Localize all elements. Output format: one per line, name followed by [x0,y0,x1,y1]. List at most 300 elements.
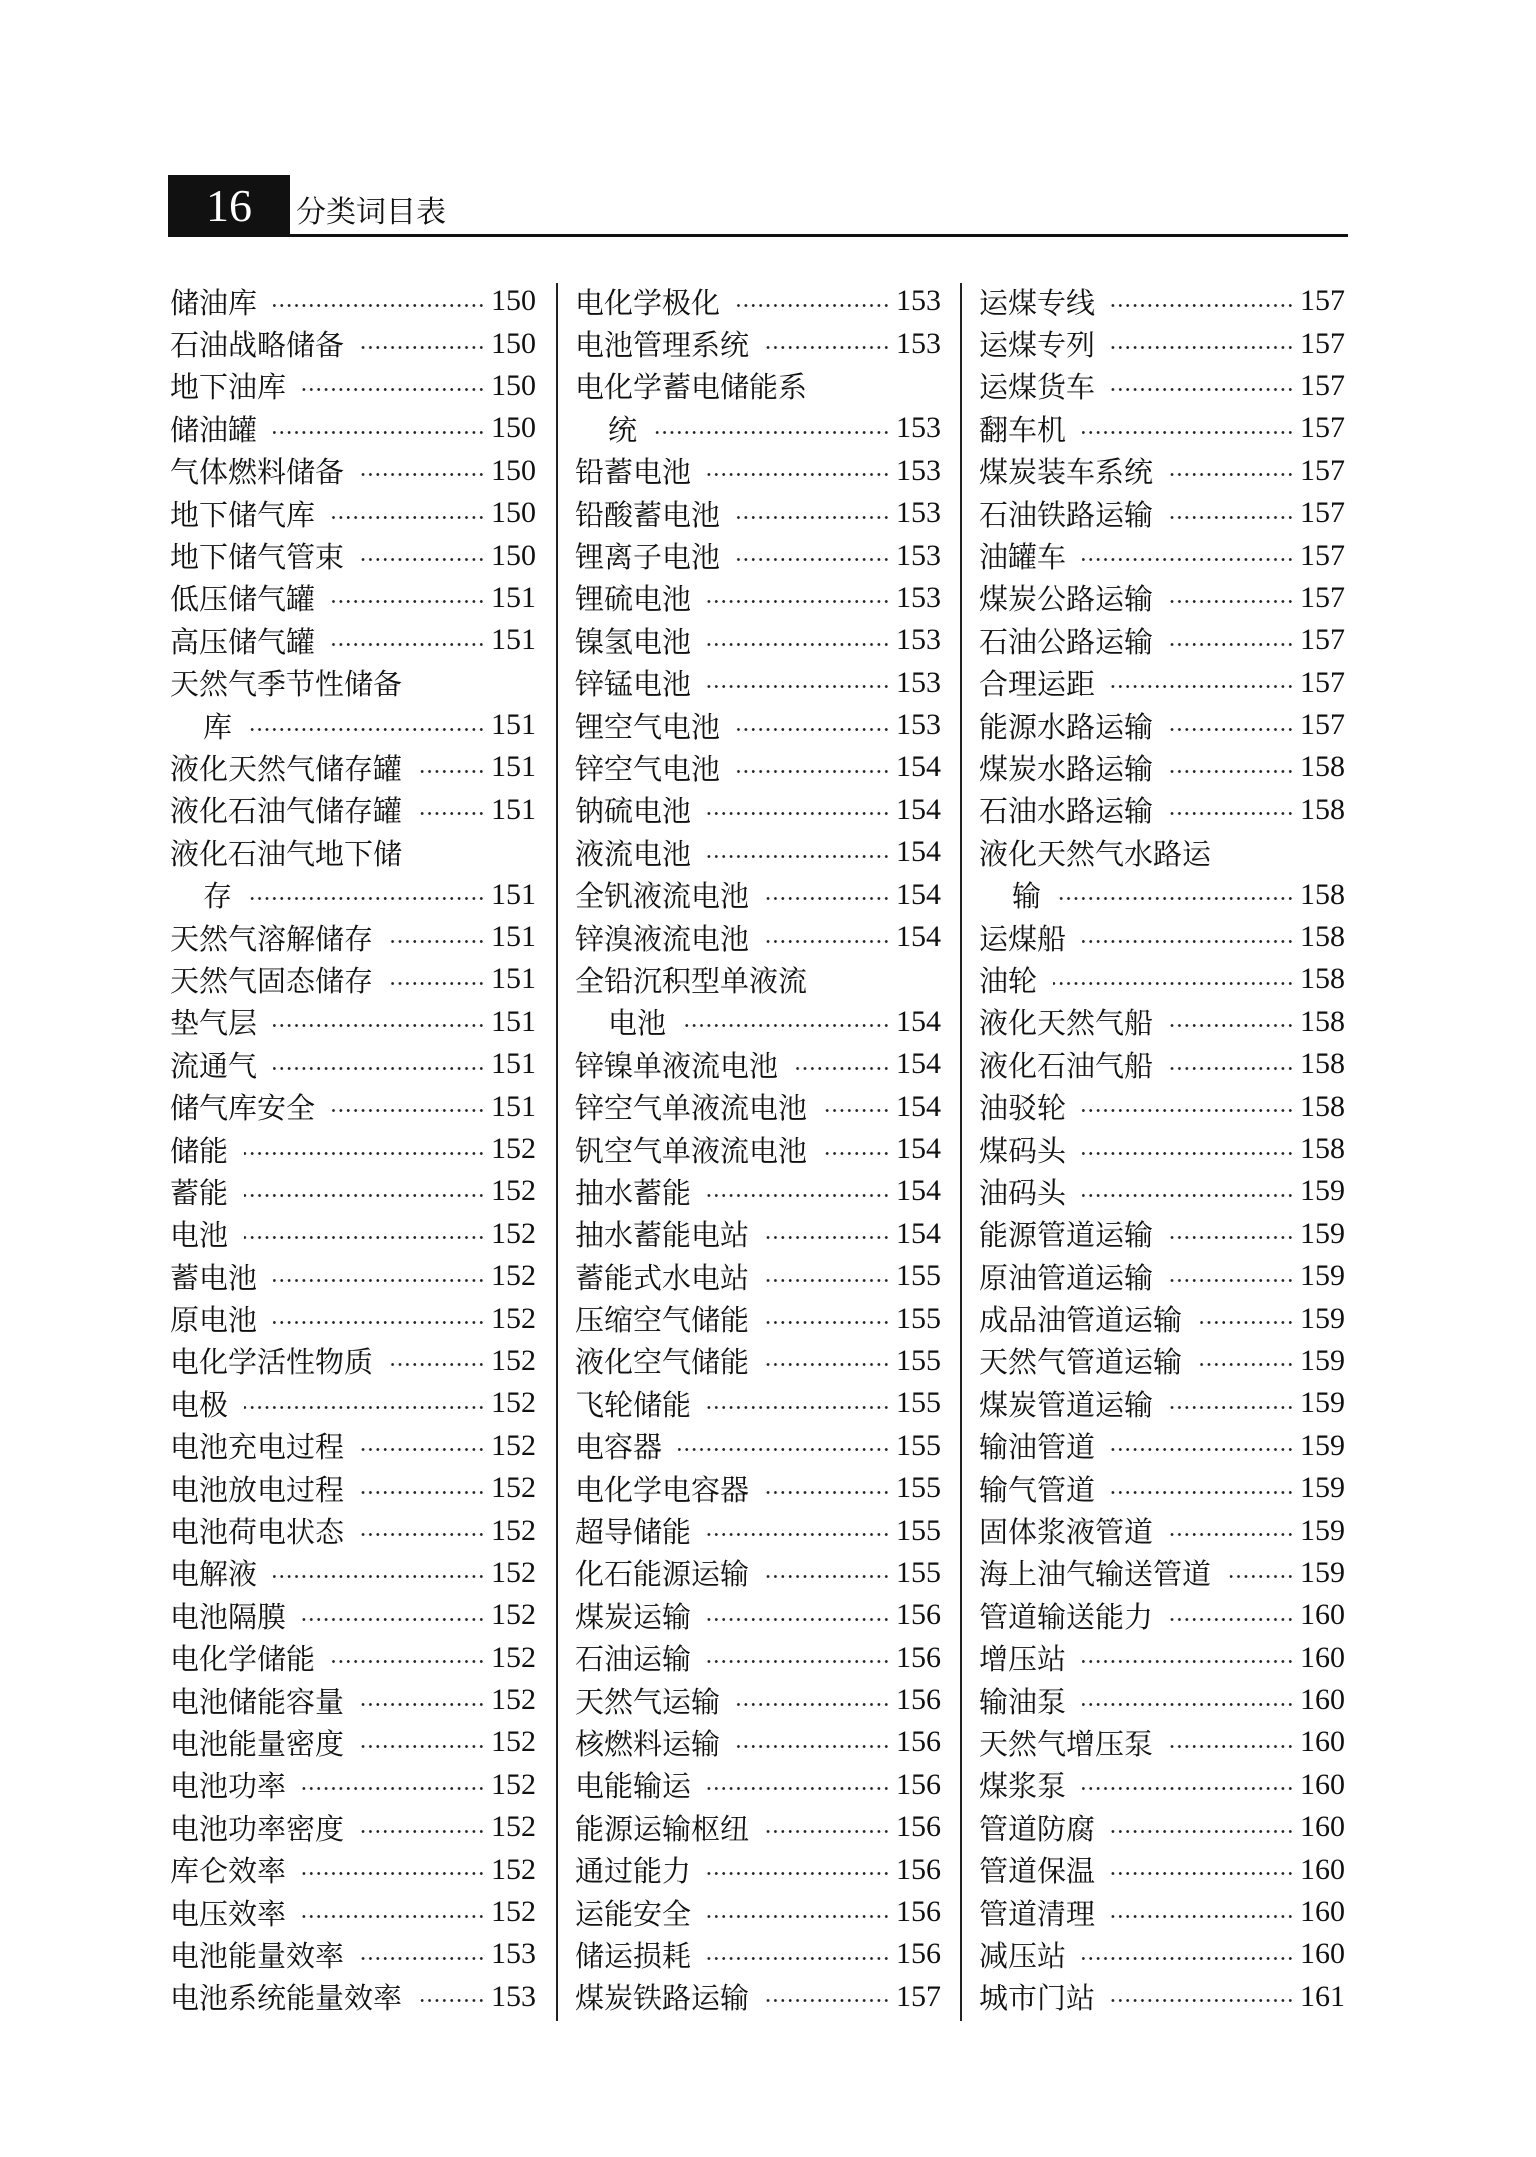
dot-leader [273,431,485,434]
dot-leader [273,1575,485,1578]
entry-term: 铅蓄电池 [575,455,692,490]
dot-leader [360,473,485,476]
entry-term: 存 [203,879,233,914]
index-entry [170,1891,536,1933]
dot-leader [302,1787,485,1790]
index-entry [170,1679,536,1721]
entry-page-number: 154 [896,835,941,869]
entry-term: 锂离子电池 [575,540,721,575]
dot-leader [1169,600,1294,603]
entry-term: 电池系统能量效率 [170,1981,403,2016]
dot-leader [707,1872,890,1875]
entry-page-number: 153 [896,453,941,487]
index-entry [575,534,941,576]
index-column-2 [575,280,941,2018]
index-entry [575,704,941,746]
index-entry [170,365,536,407]
index-entry [575,1213,941,1255]
dot-leader [653,431,890,434]
entry-term: 输 [1012,879,1042,914]
index-entry [979,1594,1345,1636]
entry-term: 储油罐 [170,412,258,447]
index-entry [979,789,1345,831]
index-entry [979,958,1345,1000]
dot-leader [244,1194,485,1197]
index-entry [170,1594,536,1636]
entry-page-number: 160 [1300,1683,1345,1717]
column-divider [556,283,558,2021]
index-entry [979,534,1345,576]
entry-term: 液化石油气储存罐 [170,794,403,829]
entry-page-number: 160 [1300,1852,1345,1886]
entry-page-number: 157 [1300,708,1345,742]
index-entry [170,662,536,704]
index-entry [979,873,1345,915]
entry-term: 城市门站 [979,1981,1096,2016]
dot-leader [765,1575,890,1578]
entry-page-number: 157 [1300,580,1345,614]
index-entry [979,1001,1345,1043]
entry-page-number: 159 [1300,1428,1345,1462]
index-entry [575,1255,941,1297]
entry-page-number: 153 [896,623,941,657]
entry-term: 煤炭管道运输 [979,1387,1154,1422]
dot-leader [1169,1024,1294,1027]
entry-page-number: 157 [896,1979,941,2013]
dot-leader [736,1703,890,1706]
entry-page-number: 150 [491,411,536,445]
index-entry [170,280,536,322]
dot-leader [1169,1279,1294,1282]
index-entry [575,873,941,915]
entry-page-number: 157 [1300,538,1345,572]
index-entry [575,1382,941,1424]
entry-page-number: 151 [491,877,536,911]
index-entry [575,407,941,449]
entry-page-number: 159 [1300,1174,1345,1208]
entry-page-number: 159 [1300,1471,1345,1505]
entry-term: 运煤船 [979,921,1067,956]
dot-leader [823,1152,890,1155]
index-entry [170,958,536,1000]
index-entry [979,322,1345,364]
entry-page-number: 152 [491,1471,536,1505]
dot-leader [302,1872,485,1875]
dot-leader [360,1533,485,1536]
index-entry [575,322,941,364]
index-entry [170,1637,536,1679]
index-entry [979,577,1345,619]
dot-leader [273,304,485,307]
entry-term: 流通气 [170,1048,258,1083]
entry-page-number: 160 [1300,1640,1345,1674]
entry-page-number: 152 [491,1216,536,1250]
dot-leader [682,1024,890,1027]
entry-term: 管道防腐 [979,1811,1096,1846]
entry-page-number: 160 [1300,1810,1345,1844]
dot-leader [273,1024,485,1027]
entry-term: 天然气季节性储备 [170,667,403,702]
dot-leader [707,685,890,688]
entry-term: 管道清理 [979,1896,1096,1931]
entry-page-number: 157 [1300,496,1345,530]
index-entry [170,619,536,661]
dot-leader [1082,1957,1294,1960]
index-entry [170,1806,536,1848]
dot-leader [360,1448,485,1451]
entry-page-number: 156 [896,1937,941,1971]
index-entry [575,1340,941,1382]
entry-term: 天然气增压泵 [979,1726,1154,1761]
entry-term: 锂空气电池 [575,709,721,744]
entry-page-number: 153 [896,411,941,445]
entry-term: 管道保温 [979,1854,1096,1889]
dot-leader [1169,728,1294,731]
entry-page-number: 156 [896,1598,941,1632]
index-entry [979,1085,1345,1127]
entry-page-number: 160 [1300,1725,1345,1759]
entry-term: 电化学蓄电储能系 [575,370,808,405]
entry-term: 全钒液流电池 [575,879,750,914]
index-entry [575,1128,941,1170]
section-title: 分类词目表 [296,195,446,230]
index-entry [170,1976,536,2018]
dot-leader [765,1363,890,1366]
entry-term: 煤炭公路运输 [979,582,1154,617]
dot-leader [1169,1067,1294,1070]
dot-leader [1082,431,1294,434]
dot-leader [273,1321,485,1324]
entry-term: 锌空气单液流电池 [575,1091,808,1126]
dot-leader [389,982,485,985]
index-entry [170,1043,536,1085]
dot-leader [678,1448,890,1451]
entry-term: 合理运距 [979,667,1096,702]
entry-page-number: 158 [1300,877,1345,911]
entry-term: 储气库安全 [170,1091,316,1126]
entry-page-number: 152 [491,1640,536,1674]
dot-leader [1082,1660,1294,1663]
index-entry [170,704,536,746]
index-entry [170,1297,536,1339]
entry-term: 锌锰电池 [575,667,692,702]
dot-leader [765,897,890,900]
entry-term: 天然气溶解储存 [170,921,374,956]
entry-term: 通过能力 [575,1854,692,1889]
entry-page-number: 157 [1300,623,1345,657]
index-entry [979,1933,1345,1975]
entry-page-number: 152 [491,1343,536,1377]
dot-leader [360,1957,485,1960]
index-entry [170,1255,536,1297]
dot-leader [765,1999,890,2002]
entry-page-number: 156 [896,1852,941,1886]
entry-page-number: 150 [491,326,536,360]
dot-leader [360,1491,485,1494]
dot-leader [331,600,485,603]
entry-term: 原油管道运输 [979,1260,1154,1295]
dot-leader [1082,1703,1294,1706]
dot-leader [736,304,890,307]
entry-page-number: 160 [1300,1937,1345,1971]
index-entry [575,619,941,661]
index-entry [979,1637,1345,1679]
entry-term: 成品油管道运输 [979,1303,1183,1338]
index-column-1 [170,280,536,2018]
entry-page-number: 158 [1300,1132,1345,1165]
entry-term: 储运损耗 [575,1938,692,1973]
dot-leader [765,940,890,943]
dot-leader [765,1279,890,1282]
entry-term: 液流电池 [575,836,692,871]
entry-term: 石油战略储备 [170,328,345,363]
index-entry [170,1128,536,1170]
entry-page-number: 158 [1300,1047,1345,1081]
entry-term: 电能输运 [575,1769,692,1804]
entry-page-number: 157 [1300,453,1345,487]
index-entry [575,1764,941,1806]
index-entry [170,1552,536,1594]
index-entry [575,1976,941,2018]
entry-page-number: 152 [491,1895,536,1929]
entry-term: 液化天然气水路运 [979,836,1212,871]
entry-page-number: 158 [1300,750,1345,784]
dot-leader [244,1236,485,1239]
dot-leader [1053,982,1294,985]
index-entry [575,1721,941,1763]
entry-page-number: 160 [1300,1767,1345,1801]
index-entry [170,1340,536,1382]
entry-page-number: 151 [491,792,536,826]
index-entry [575,1467,941,1509]
entry-term: 翻车机 [979,412,1067,447]
entry-term: 天然气管道运输 [979,1345,1183,1380]
index-entry [170,1509,536,1551]
entry-term: 煤炭铁路运输 [575,1981,750,2016]
index-entry [170,1425,536,1467]
entry-page-number: 156 [896,1895,941,1929]
dot-leader [418,812,485,815]
index-entry [575,1297,941,1339]
entry-page-number: 154 [896,1004,941,1038]
dot-leader [1111,1915,1294,1918]
dot-leader [360,558,485,561]
dot-leader [736,516,890,519]
entry-page-number: 155 [896,1301,941,1335]
entry-page-number: 158 [1300,962,1345,996]
dot-leader [1198,1363,1294,1366]
index-entry [979,1128,1345,1170]
column-divider [960,283,962,2021]
entry-term: 电极 [170,1387,229,1422]
entry-term: 储油库 [170,285,258,320]
entry-term: 液化石油气船 [979,1048,1154,1083]
entry-term: 电池荷电状态 [170,1515,345,1550]
dot-leader [1169,516,1294,519]
dot-leader [1111,1491,1294,1494]
index-entry [575,1170,941,1212]
entry-term: 超导储能 [575,1515,692,1550]
index-entry [575,789,941,831]
entry-page-number: 154 [896,1132,941,1165]
index-entry [575,1806,941,1848]
entry-page-number: 150 [491,453,536,487]
entry-term: 天然气固态储存 [170,963,374,998]
dot-leader [707,1533,890,1536]
entry-page-number: 151 [491,920,536,954]
entry-page-number: 154 [896,792,941,826]
entry-term: 蓄电池 [170,1260,258,1295]
index-entry [575,280,941,322]
entry-term: 油罐车 [979,540,1067,575]
dot-leader [1057,897,1294,900]
entry-term: 液化天然气储存罐 [170,751,403,786]
dot-leader [360,1830,485,1833]
index-entry [575,1085,941,1127]
entry-term: 统 [608,412,638,447]
entry-page-number: 153 [491,1979,536,2013]
dot-leader [1082,1109,1294,1112]
dot-leader [331,643,485,646]
index-entry [170,450,536,492]
entry-page-number: 152 [491,1767,536,1801]
dot-leader [707,812,890,815]
entry-term: 电池 [170,1218,229,1253]
entry-page-number: 159 [1300,1216,1345,1250]
entry-term: 煤码头 [979,1133,1067,1168]
index-entry [979,407,1345,449]
entry-page-number: 152 [491,1259,536,1293]
dot-leader [1169,1533,1294,1536]
dot-leader [1111,304,1294,307]
entry-term: 抽水蓄能 [575,1175,692,1210]
index-entry [575,916,941,958]
entry-page-number: 157 [1300,411,1345,445]
index-entry [170,1085,536,1127]
index-entry [979,831,1345,873]
entry-term: 石油运输 [575,1642,692,1677]
entry-term: 核燃料运输 [575,1726,721,1761]
entry-page-number: 152 [491,1386,536,1420]
dot-leader [360,1703,485,1706]
entry-page-number: 153 [491,1937,536,1971]
dot-leader [1169,770,1294,773]
dot-leader [707,855,890,858]
dot-leader [707,1660,890,1663]
entry-term: 地下储气管束 [170,540,345,575]
entry-term: 石油公路运输 [979,624,1154,659]
index-entry [170,1721,536,1763]
entry-term: 原电池 [170,1303,258,1338]
index-entry [979,1467,1345,1509]
dot-leader [1169,643,1294,646]
entry-term: 电池储能容量 [170,1684,345,1719]
entry-page-number: 159 [1300,1343,1345,1377]
index-entry [979,1891,1345,1933]
entry-term: 固体浆液管道 [979,1515,1154,1550]
index-entry [170,1933,536,1975]
entry-page-number: 156 [896,1725,941,1759]
entry-page-number: 157 [1300,284,1345,318]
index-entry [979,1679,1345,1721]
dot-leader [1169,1745,1294,1748]
entry-page-number: 158 [1300,1004,1345,1038]
entry-page-number: 160 [1300,1598,1345,1632]
entry-term: 电池能量效率 [170,1938,345,1973]
index-column-3 [979,280,1345,2018]
entry-page-number: 155 [896,1343,941,1377]
dot-leader [736,728,890,731]
entry-term: 输油管道 [979,1430,1096,1465]
index-entry [170,831,536,873]
entry-term: 煤浆泵 [979,1769,1067,1804]
entry-page-number: 152 [491,1174,536,1208]
entry-page-number: 157 [1300,665,1345,699]
entry-term: 电解液 [170,1557,258,1592]
index-entry [979,619,1345,661]
entry-page-number: 155 [896,1555,941,1589]
entry-term: 管道输送能力 [979,1599,1154,1634]
entry-term: 电化学储能 [170,1642,316,1677]
dot-leader [1169,812,1294,815]
index-entry [170,1467,536,1509]
entry-term: 煤炭水路运输 [979,751,1154,786]
entry-page-number: 159 [1300,1555,1345,1589]
index-entry [170,746,536,788]
entry-term: 电池功率 [170,1769,287,1804]
dot-leader [1169,1236,1294,1239]
entry-page-number: 151 [491,750,536,784]
index-entry [979,1170,1345,1212]
entry-term: 电池能量密度 [170,1726,345,1761]
entry-page-number: 151 [491,623,536,657]
dot-leader [1169,473,1294,476]
entry-term: 油码头 [979,1175,1067,1210]
entry-term: 液化空气储能 [575,1345,750,1380]
dot-leader [360,346,485,349]
dot-leader [707,473,890,476]
dot-leader [707,1957,890,1960]
entry-term: 电池放电过程 [170,1472,345,1507]
entry-page-number: 161 [1300,1979,1345,2013]
dot-leader [302,388,485,391]
index-entry [979,1425,1345,1467]
index-entry [575,662,941,704]
entry-page-number: 152 [491,1852,536,1886]
dot-leader [418,770,485,773]
entry-term: 煤炭装车系统 [979,455,1154,490]
entry-term: 能源运输枢纽 [575,1811,750,1846]
entry-page-number: 150 [491,538,536,572]
dot-leader [707,1915,890,1918]
entry-page-number: 151 [491,1089,536,1123]
dot-leader [389,1363,485,1366]
index-entry [575,1552,941,1594]
entry-term: 油驳轮 [979,1091,1067,1126]
entry-term: 输油泵 [979,1684,1067,1719]
entry-term: 钠硫电池 [575,794,692,829]
index-entry [979,1721,1345,1763]
entry-page-number: 155 [896,1428,941,1462]
entry-term: 全铅沉积型单液流 [575,963,808,998]
index-entry [170,916,536,958]
index-entry [979,916,1345,958]
page-number: 16 [168,175,290,237]
dot-leader [248,728,485,731]
dot-leader [1082,940,1294,943]
dot-leader [707,600,890,603]
entry-term: 库 [203,709,233,744]
